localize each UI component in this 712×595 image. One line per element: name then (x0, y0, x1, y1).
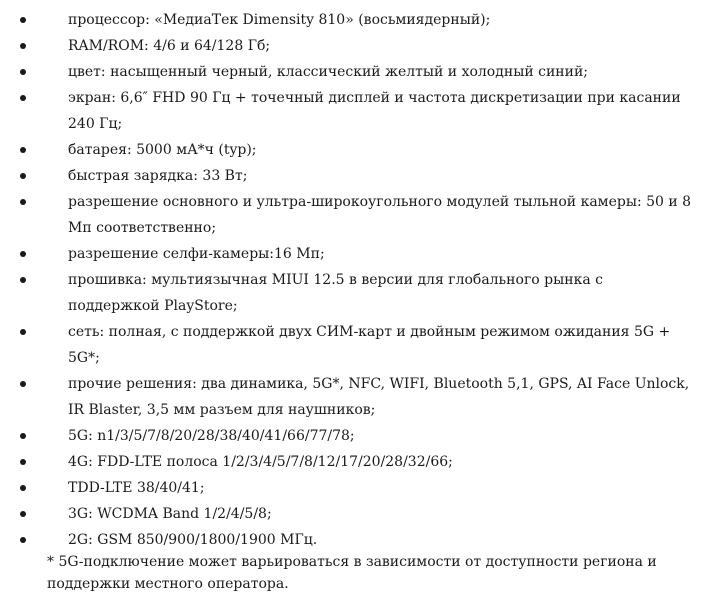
bullet-icon (20, 537, 26, 543)
list-item (0, 371, 712, 423)
bullet-icon (20, 433, 26, 439)
bullet-icon (20, 69, 26, 75)
list-item (0, 527, 712, 553)
bullet-icon (20, 251, 26, 257)
list-item-text: прочие решения: два динамика, 5G*, NFC, WIFI, Bluetooth 5,1, GPS, AI Face Unlock, IR Blaster, 3,5 мм разъем для наушников; (68, 376, 690, 418)
bullet-icon (20, 511, 26, 517)
bullet-icon (20, 459, 26, 465)
list-item-text: прошивка: мультиязычная MIUI 12.5 в версии для глобального рынка с поддержкой PlayStore; (68, 272, 603, 314)
list-item (0, 163, 712, 189)
bullet-icon (20, 329, 26, 335)
bullet-icon (20, 95, 26, 101)
list-item-text: RAM/ROM: 4/6 и 64/128 Гб; (68, 38, 271, 54)
list-item-text: 5G: n1/3/5/7/8/20/28/38/40/41/66/77/78; (68, 428, 355, 444)
list-item-text: сеть: полная, с поддержкой двух СИМ-карт и двойным режимом ожидания 5G + 5G*; (68, 324, 671, 366)
bullet-icon (20, 199, 26, 205)
list-item-text: TDD-LTE 38/40/41; (68, 480, 205, 496)
list-item-text: батарея: 5000 мА*ч (typ); (68, 142, 257, 158)
list-item (0, 449, 712, 475)
list-item (0, 241, 712, 267)
list-item (0, 85, 712, 137)
list-item-text: цвет: насыщенный черный, классический желтый и холодный синий; (68, 64, 588, 80)
list-item (0, 267, 712, 319)
bullet-icon (20, 173, 26, 179)
list-item-text: 3G: WCDMA Band 1/2/4/5/8; (68, 506, 272, 522)
list-item-text: процессор: «МедиаТек Dimensity 810» (восьмиядерный); (68, 12, 491, 28)
list-item-text: 4G: FDD-LTE полоса 1/2/3/4/5/7/8/12/17/20/28/32/66; (68, 454, 453, 470)
list-item (0, 475, 712, 501)
list-item-text: экран: 6,6″ FHD 90 Гц + точечный дисплей и частота дискретизации при касании 240 Гц; (68, 90, 681, 132)
bullet-icon (20, 17, 26, 23)
list-item (0, 137, 712, 163)
list-item (0, 189, 712, 241)
bullet-icon (20, 43, 26, 49)
list-item (0, 7, 712, 33)
list-item (0, 501, 712, 527)
list-item-text: разрешение основного и ультра-широкоугольного модулей тыльной камеры: 50 и 8 Мп соответственно; (68, 194, 692, 236)
bullet-icon (20, 381, 26, 387)
footnote: * 5G-подключение может варьироваться в зависимости от доступности региона и поддержки местного оператора. (47, 554, 657, 592)
list-item-text: 2G: GSM 850/900/1800/1900 МГц. (68, 532, 318, 548)
list-item (0, 59, 712, 85)
list-item (0, 423, 712, 449)
list-item-text: быстрая зарядка: 33 Вт; (68, 168, 248, 184)
list-item (0, 319, 712, 371)
bullet-icon (20, 147, 26, 153)
bullet-icon (20, 277, 26, 283)
list-item (0, 33, 712, 59)
bullet-icon (20, 485, 26, 491)
list-item-text: разрешение селфи-камеры:16 Мп; (68, 246, 325, 262)
